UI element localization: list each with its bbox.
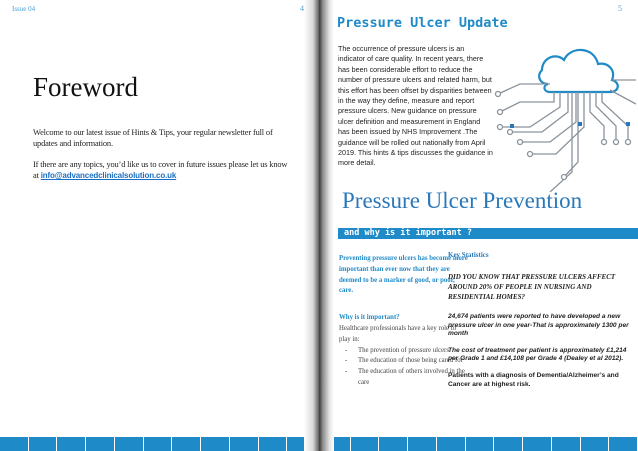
issue-label: Issue 04 <box>12 5 36 13</box>
why-heading: Why is it important? <box>339 314 400 322</box>
intro-paragraph-1: Welcome to our latest issue of Hints & Tips, your regular newsletter full of updates and information. <box>33 128 273 149</box>
stat-2: The cost of treatment per patient is approximately £1,214 per Grade 1 and £14,108 per Grade 4 (Dealey et al 2012). <box>448 346 627 363</box>
email-link[interactable]: info@advancedclinicalsolution.co.uk <box>40 171 177 181</box>
prevention-title: Pressure Ulcer Prevention <box>342 188 583 213</box>
page-gutter <box>304 0 334 451</box>
why-intro: Healthcare professionals have a key role to play in: <box>339 324 457 343</box>
stat-3: Patients with a diagnosis of Dementia/Alzheimer’s and Cancer are at highest risk. <box>448 371 619 388</box>
update-title: Pressure Ulcer Update <box>337 15 508 31</box>
did-you-know: DID YOU KNOW THAT PRESSURE ULCERS AFFECT AROUND 20% OF PEOPLE IN NURSING AND RESIDENTIAL HOMES? <box>448 273 616 301</box>
key-stats-heading: Key Statistics <box>448 251 489 259</box>
intro-paragraph-2 <box>33 159 288 182</box>
stats-column <box>448 250 638 389</box>
update-body: The occurrence of pressure ulcers is an indicator of care quality. In recent years, there has been considerable effort to reduce the number of pressure ulcers and related harm, but this effort has been offset by disparities between in the way they define, measure and report pressure ulcers. New guidance on pressure ulcer definition and measurement in England has been issued by NHS Improvement .The guidance will be rolled out nationally from April 2019. This hints & tips discusses the guidance in more detail. <box>338 44 493 168</box>
cloud-circuit-icon <box>490 32 638 192</box>
list-item: - The education of those being cared for <box>339 356 469 367</box>
right-page <box>322 0 638 451</box>
foreword-title: Foreword <box>33 72 138 102</box>
page-number-right: 5 <box>618 4 622 13</box>
bottom-bar-left <box>0 437 316 451</box>
stat-1: 24,674 patients were reported to have developed a new pressure ulcer in one year-That is approximately 1300 per month <box>448 313 629 338</box>
intro-paragraph-2-text: If there are any topics, you’d like us to cover in future issues please let us know at <box>33 159 288 181</box>
bottom-bar-right <box>322 437 638 451</box>
lead-text: Preventing pressure ulcers has become more important than ever now that they are deemed to be a marker of good, or poor, care. <box>339 255 468 295</box>
foreword-intro <box>33 127 288 191</box>
list-item: - The education of others involved in the care <box>339 367 469 389</box>
page-number-left: 4 <box>300 4 304 13</box>
prevention-subtitle: and why is it important ? <box>344 228 472 238</box>
prevention-subtitle-bar <box>338 228 638 239</box>
left-page <box>0 0 316 451</box>
list-item: - The prevention of pressure ulcers <box>339 346 469 357</box>
